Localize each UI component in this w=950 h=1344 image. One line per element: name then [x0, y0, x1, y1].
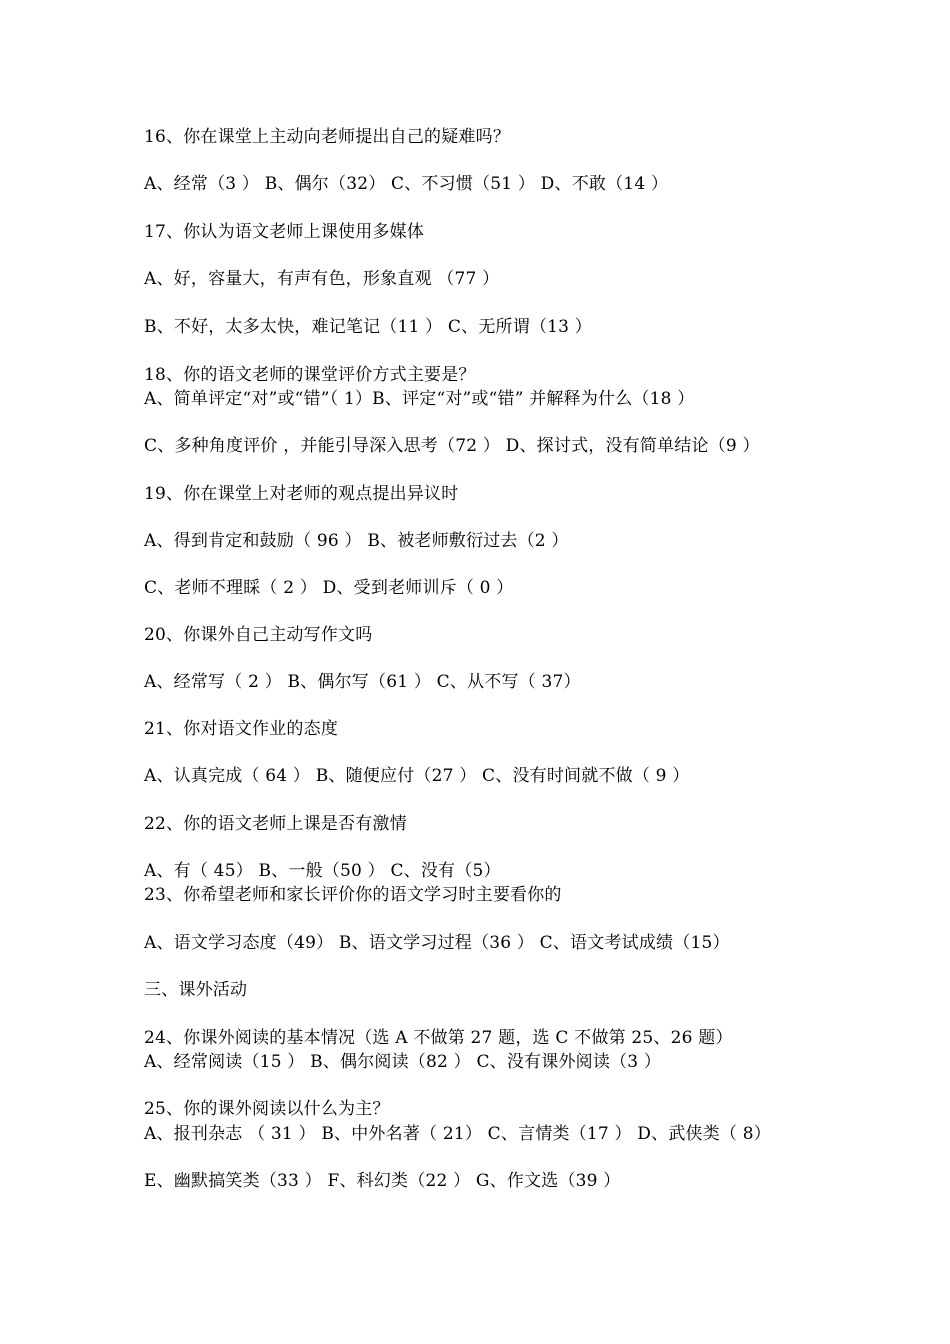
question-23: 23、你希望老师和家长评价你的语文学习时主要看你的	[144, 885, 562, 905]
options-20: A、经常写（ 2 ） B、偶尔写（61 ） C、从不写（ 37）	[144, 672, 581, 692]
question-22: 22、你的语文老师上课是否有激情	[144, 814, 407, 834]
question-18: 18、你的语文老师的课堂评价方式主要是？	[144, 365, 476, 385]
section-heading-extracurricular: 三、课外活动	[144, 980, 248, 1000]
options-16: A、经常（3 ） B、偶尔（32） C、不习惯（51 ） D、不敢（14 ）	[144, 174, 669, 194]
options-18-ab: A、简单评定“对”或“错”（ 1）B、评定“对”或“错” 并解释为什么（18 ）	[144, 389, 695, 409]
options-25-abcd: A、报刊杂志 （ 31 ） B、中外名著（ 21） C、言情类（17 ） D、武侠类（ 8）	[144, 1124, 771, 1144]
options-17-a: A、好，容量大，有声有色，形象直观 （77 ）	[144, 269, 500, 289]
options-19-ab: A、得到肯定和鼓励（ 96 ） B、被老师敷衍过去（2 ）	[144, 531, 569, 551]
question-24: 24、你课外阅读的基本情况（选 A 不做第 27 题，选 C 不做第 25、26 题）	[144, 1028, 733, 1048]
options-22: A、有（ 45） B、一般（50 ） C、没有（5）	[144, 861, 501, 881]
question-19: 19、你在课堂上对老师的观点提出异议时	[144, 484, 459, 504]
options-23: A、语文学习态度（49） B、语文学习过程（36 ） C、语文考试成绩（15）	[144, 933, 730, 953]
options-21: A、认真完成（ 64 ） B、随便应付（27 ） C、没有时间就不做（ 9 ）	[144, 766, 690, 786]
question-25: 25、你的课外阅读以什么为主？	[144, 1099, 390, 1119]
options-18-cd: C、多种角度评价 ，并能引导深入思考（72 ） D、探讨式，没有简单结论（9 ）	[144, 436, 760, 456]
question-21: 21、你对语文作业的态度	[144, 719, 339, 739]
options-17-bc: B、不好，太多太快，难记笔记（11 ） C、无所谓（13 ）	[144, 317, 592, 337]
question-16: 16、你在课堂上主动向老师提出自己的疑难吗？	[144, 127, 511, 147]
options-19-cd: C、老师不理睬（ 2 ） D、受到老师训斥（ 0 ）	[144, 578, 514, 598]
question-17: 17、你认为语文老师上课使用多媒体	[144, 222, 425, 242]
options-25-efg: E、幽默搞笑类（33 ） F、科幻类（22 ） G、作文选（39 ）	[144, 1171, 621, 1191]
question-20: 20、你课外自己主动写作文吗	[144, 625, 373, 645]
options-24: A、经常阅读（15 ） B、偶尔阅读（82 ） C、没有课外阅读（3 ）	[144, 1052, 662, 1072]
